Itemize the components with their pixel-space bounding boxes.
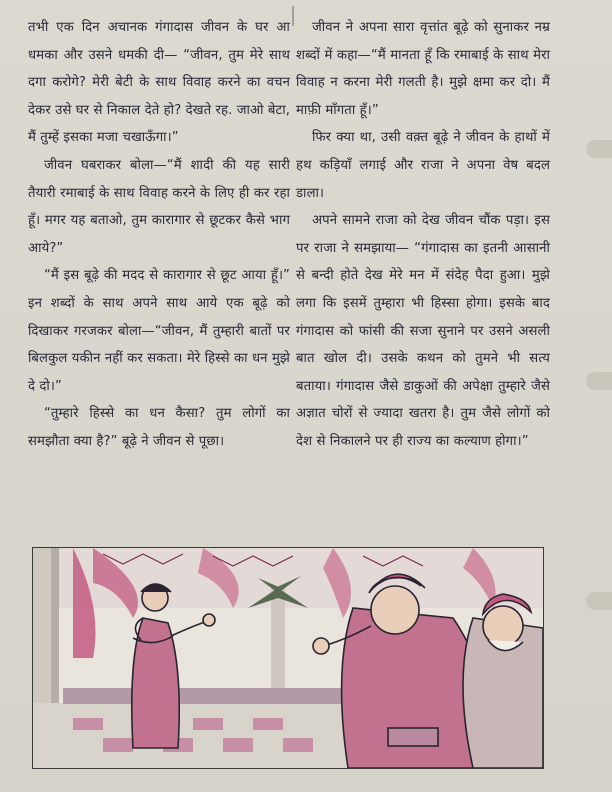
story-paragraph: अपने सामने राजा को देख जीवन चौंक पड़ा। इस पर राजा ने समझाया— “गंगादास का इतनी आसानी से बन्दी होते देख मेरे मन में संदेह पैदा हुआ। मुझे लगा कि इसमें तुम्हारा भी हिस्सा होगा। इसके बाद गंगादास को फांसी की सजा सुनाने पर उसने असली बात खोल दी। उसके कथन को तुमने भी सत्य बताया। गंगादास जैसे डाकुओं की अपेक्षा तुम्हारे जैसे अज्ञात चोरों से ज्यादा खतरा है। तुम जैसे लोगों को देश से निकालने पर ही राज्य का कल्याण होगा।” (296, 213, 550, 449)
story-paragraph: “मैं इस बूढ़े की मदद से कारागार से छूट आया हूँ।” इन शब्दों के साथ अपने साथ आये एक बूढ़े को दिखाकर गरजकर बोला—“जीवन, मैं तुम्हारी बातों पर बिलकुल यकीन नहीं कर सकता। मेरे हिस्से का धन मुझे दे दो।” (28, 268, 290, 394)
story-paragraph: जीवन ने अपना सारा वृत्तांत बूढ़े को सुनाकर नम्र शब्दों में कहा—“मैं मानता हूँ कि रमाबाई के साथ मेरा विवाह न करना मेरी गलती है। मुझे क्षमा कर दो। मैं माफ़ी माँगता हूँ।” (296, 20, 550, 118)
text-column-left (28, 14, 290, 456)
edge-mark (586, 140, 612, 158)
text-column-right (296, 14, 550, 456)
illustration-drawing (33, 548, 543, 768)
story-paragraph: जीवन घबराकर बोला—“मैं शादी की यह सारी तैयारी रमाबाई के साथ विवाह करने के लिए ही कर रहा हूँ। मगर यह बताओ, तुम कारागार से छूटकर कैसे भाग आये?” (28, 157, 290, 256)
story-paragraph: फिर क्या था, उसी वक़्त बूढ़े ने जीवन के हाथों में हथ कड़ियाँ लगाई और राजा ने अपना वेष बदल डाला। (296, 130, 550, 201)
story-paragraph: तभी एक दिन अचानक गंगादास जीवन के घर आ धमका और उसने धमकी दी— “जीवन, तुम मेरे साथ दगा करोगे? मेरी बेटी के साथ विवाह करने का वचन देकर उसे घर से निकाल देते हो? देखते रह. जाओ बेटा, मैं तुम्हें इसका मजा चखाऊँगा।” (28, 20, 290, 146)
edge-mark (586, 592, 612, 610)
page-fold-mark (292, 6, 294, 26)
edge-mark (586, 372, 612, 390)
story-illustration (32, 547, 544, 769)
story-paragraph: “तुम्हारे हिस्से का धन कैसा? तुम लोगों का समझौता क्या है?” बूढ़े ने जीवन से पूछा। (28, 406, 290, 449)
